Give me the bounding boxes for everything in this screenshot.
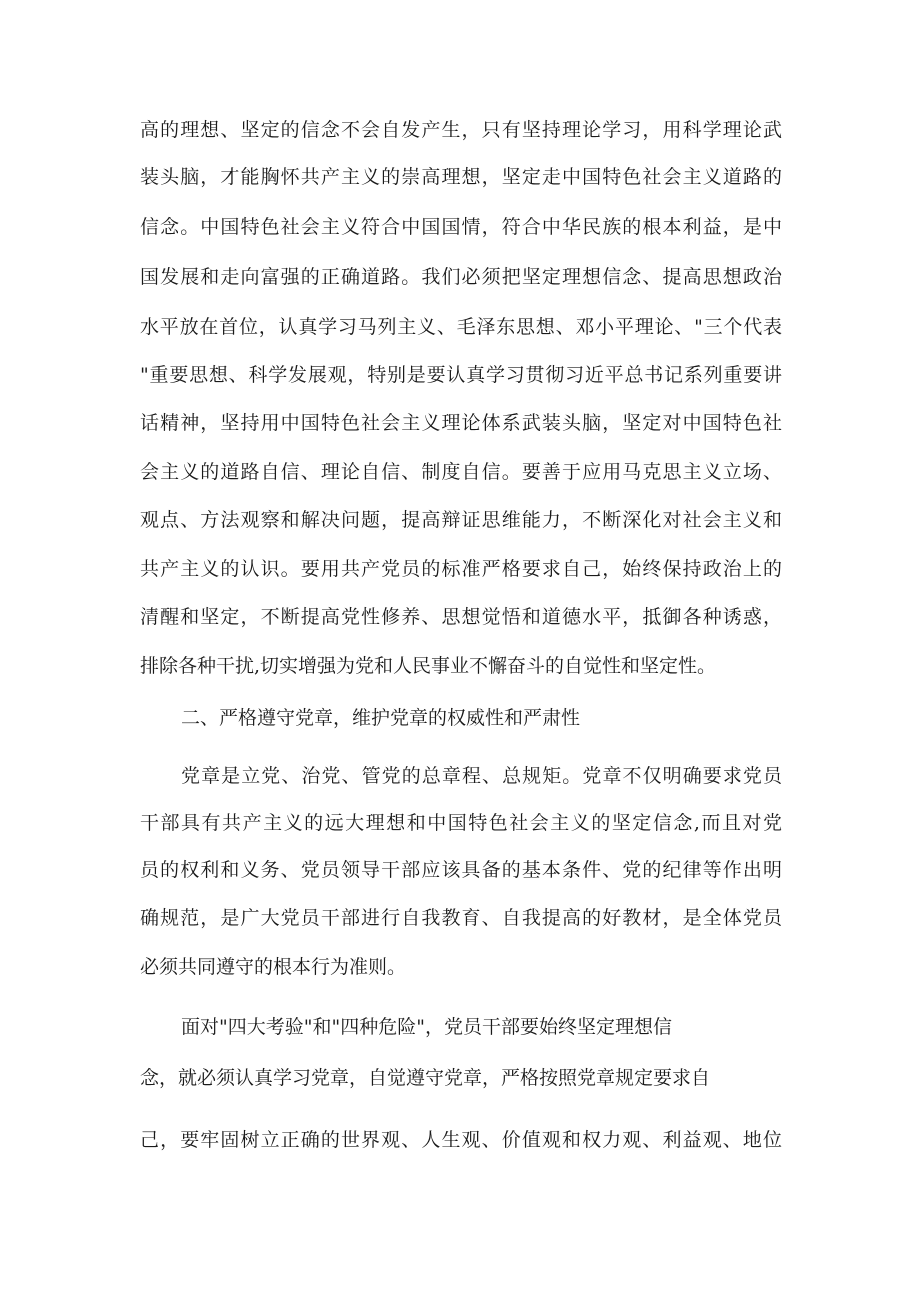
paragraph-line: 必须共同遵守的根本行为准则。 xyxy=(140,956,407,978)
paragraph-line: 确规范，是广大党员干部进行自我教育、自我提高的好教材，是全体党员 xyxy=(140,907,782,929)
paragraph-line: 话精神，坚持用中国特色社会主义理论体系武装头脑，坚定对中国特色社 xyxy=(140,412,782,434)
paragraph-line: 水平放在首位，认真学习马列主义、毛泽东思想、邓小平理论、"三个代表 xyxy=(140,316,782,338)
paragraph-line: 清醒和坚定，不断提高党性修养、思想觉悟和道德水平，抵御各种诱惑， xyxy=(140,606,782,628)
paragraph-line: 己，要牢固树立正确的世界观、人生观、价值观和权力观、利益观、地位 xyxy=(140,1129,782,1151)
paragraph-line: "重要思想、科学发展观，特别是要认真学习贯彻习近平总书记系列重要讲 xyxy=(140,364,782,386)
paragraph-line: 共产主义的认识。要用共产党员的标准严格要求自己，始终保持政治上的 xyxy=(140,558,782,580)
paragraph-line: 面对"四大考验"和"四种危险"，党员干部要始终坚定理想信 xyxy=(181,1016,672,1038)
paragraph-line: 干部具有共产主义的远大理想和中国特色社会主义的坚定信念,而且对党 xyxy=(140,812,782,834)
paragraph-line: 员的权利和义务、党员领导干部应该具备的基本条件、党的纪律等作出明 xyxy=(140,859,782,881)
section-heading: 二、严格遵守党章，维护党章的权威性和严肃性 xyxy=(181,707,581,729)
paragraph-line: 高的理想、坚定的信念不会自发产生，只有坚持理论学习，用科学理论武 xyxy=(140,119,782,141)
paragraph-line: 观点、方法观察和解决问题，提高辩证思维能力，不断深化对社会主义和 xyxy=(140,509,782,531)
paragraph-line: 党章是立党、治党、管党的总章程、总规矩。党章不仅明确要求党员 xyxy=(181,765,782,787)
paragraph-line: 会主义的道路自信、理论自信、制度自信。要善于应用马克思主义立场、 xyxy=(140,461,782,483)
paragraph-line: 装头脑，才能胸怀共产主义的崇高理想，坚定走中国特色社会主义道路的 xyxy=(140,166,782,188)
paragraph-line: 信念。中国特色社会主义符合中国国情，符合中华民族的根本利益，是中 xyxy=(140,216,782,238)
paragraph-line: 排除各种干扰,切实增强为党和人民事业不懈奋斗的自觉性和坚定性。 xyxy=(140,655,717,677)
paragraph-line: 国发展和走向富强的正确道路。我们必须把坚定理想信念、提高思想政治 xyxy=(140,266,782,288)
paragraph-line: 念，就必须认真学习党章，自觉遵守党章，严格按照党章规定要求自 xyxy=(140,1067,711,1089)
